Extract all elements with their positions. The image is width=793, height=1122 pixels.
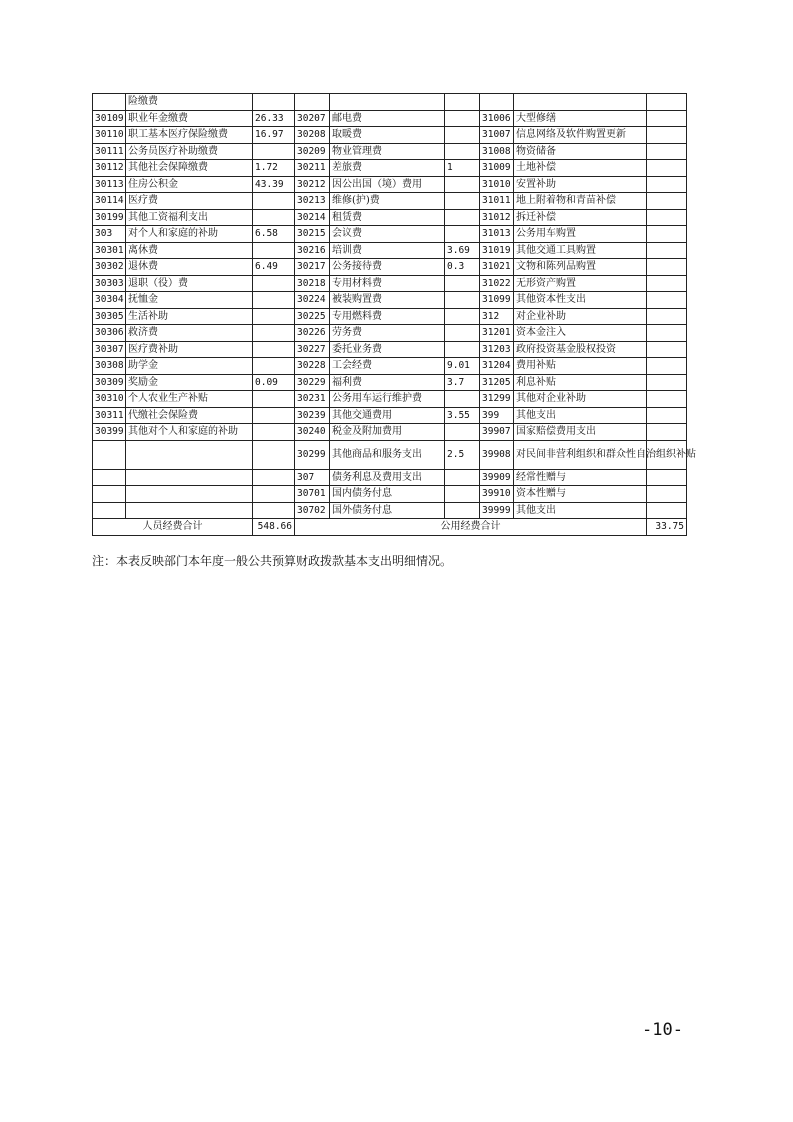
cell-amount-2 — [445, 292, 480, 309]
budget-detail-table — [92, 93, 696, 536]
cell-amount-1 — [253, 242, 295, 259]
cell-code-2: 30702 — [295, 502, 330, 519]
table-row — [93, 242, 687, 259]
cell-amount-3 — [647, 292, 687, 309]
cell-name-2: 会议费 — [330, 226, 445, 243]
cell-name-3: 经常性赠与 — [514, 469, 647, 486]
cell-amount-2 — [445, 391, 480, 408]
cell-code-1: 30301 — [93, 242, 126, 259]
cell-code-3: 399 — [480, 407, 514, 424]
cell-name-1 — [126, 486, 253, 503]
cell-code-1: 30114 — [93, 193, 126, 210]
cell-name-1 — [126, 469, 253, 486]
table-row — [93, 486, 687, 503]
cell-name-1 — [126, 440, 253, 469]
cell-amount-2 — [445, 486, 480, 503]
cell-code-2: 30701 — [295, 486, 330, 503]
cell-name-2: 税金及附加费用 — [330, 424, 445, 441]
cell-name-3: 其他交通工具购置 — [514, 242, 647, 259]
cell-amount-3 — [647, 143, 687, 160]
table-row — [93, 193, 687, 210]
cell-code-2: 30226 — [295, 325, 330, 342]
cell-name-1: 个人农业生产补贴 — [126, 391, 253, 408]
cell-code-3: 31010 — [480, 176, 514, 193]
cell-amount-2 — [445, 502, 480, 519]
cell-code-3: 31007 — [480, 127, 514, 144]
cell-code-2: 30216 — [295, 242, 330, 259]
cell-name-2: 劳务费 — [330, 325, 445, 342]
table-row — [93, 469, 687, 486]
cell-amount-3 — [647, 94, 687, 111]
cell-name-3 — [514, 94, 647, 111]
cell-code-3: 31299 — [480, 391, 514, 408]
cell-name-2: 专用燃料费 — [330, 308, 445, 325]
cell-amount-1 — [253, 407, 295, 424]
cell-code-1: 30307 — [93, 341, 126, 358]
cell-code-3: 31008 — [480, 143, 514, 160]
cell-name-3: 利息补贴 — [514, 374, 647, 391]
table-row — [93, 94, 687, 111]
cell-code-2: 30299 — [295, 440, 330, 469]
cell-amount-2 — [445, 325, 480, 342]
cell-amount-3 — [647, 193, 687, 210]
cell-code-1: 30113 — [93, 176, 126, 193]
cell-name-1: 医疗费 — [126, 193, 253, 210]
cell-name-1: 救济费 — [126, 325, 253, 342]
table-row — [93, 259, 687, 276]
cell-name-1: 医疗费补助 — [126, 341, 253, 358]
cell-code-2: 30213 — [295, 193, 330, 210]
cell-amount-3 — [647, 242, 687, 259]
cell-amount-1 — [253, 502, 295, 519]
cell-code-2: 30227 — [295, 341, 330, 358]
cell-name-3: 文物和陈列品购置 — [514, 259, 647, 276]
table-row — [93, 407, 687, 424]
cell-name-2: 债务利息及费用支出 — [330, 469, 445, 486]
personnel-total-label: 人员经费合计 — [93, 519, 253, 536]
cell-amount-2: 1 — [445, 160, 480, 177]
table-row — [93, 143, 687, 160]
cell-amount-2 — [445, 275, 480, 292]
cell-code-3: 31205 — [480, 374, 514, 391]
cell-name-1: 职业年金缴费 — [126, 110, 253, 127]
cell-amount-1 — [253, 469, 295, 486]
cell-amount-1: 43.39 — [253, 176, 295, 193]
cell-amount-1: 6.58 — [253, 226, 295, 243]
cell-amount-3 — [647, 209, 687, 226]
cell-amount-1 — [253, 486, 295, 503]
cell-amount-2: 3.7 — [445, 374, 480, 391]
cell-amount-1 — [253, 325, 295, 342]
cell-code-1: 30305 — [93, 308, 126, 325]
cell-amount-3 — [647, 391, 687, 408]
totals-row — [93, 519, 687, 536]
cell-name-2: 被装购置费 — [330, 292, 445, 309]
cell-code-2: 30207 — [295, 110, 330, 127]
cell-name-1: 住房公积金 — [126, 176, 253, 193]
cell-amount-3 — [647, 325, 687, 342]
cell-code-3: 31201 — [480, 325, 514, 342]
cell-code-1: 30310 — [93, 391, 126, 408]
cell-name-2 — [330, 94, 445, 111]
cell-name-1: 离休费 — [126, 242, 253, 259]
cell-amount-2 — [445, 469, 480, 486]
cell-code-3: 31099 — [480, 292, 514, 309]
public-total-value: 33.75 — [647, 519, 687, 536]
cell-name-2: 专用材料费 — [330, 275, 445, 292]
cell-amount-3 — [647, 226, 687, 243]
cell-code-2: 30228 — [295, 358, 330, 375]
table-row — [93, 374, 687, 391]
cell-name-1: 其他对个人和家庭的补助 — [126, 424, 253, 441]
cell-amount-3 — [647, 127, 687, 144]
public-total-label: 公用经费合计 — [295, 519, 647, 536]
table-row — [93, 110, 687, 127]
cell-code-3: 312 — [480, 308, 514, 325]
cell-code-3: 39910 — [480, 486, 514, 503]
table-body — [93, 94, 696, 519]
cell-name-2: 物业管理费 — [330, 143, 445, 160]
cell-name-1 — [126, 502, 253, 519]
page-number: -10- — [642, 1020, 683, 1040]
cell-name-3: 国家赔偿费用支出 — [514, 424, 647, 441]
cell-amount-1 — [253, 424, 295, 441]
cell-amount-2 — [445, 94, 480, 111]
cell-code-1: 30304 — [93, 292, 126, 309]
table-row — [93, 391, 687, 408]
cell-name-3: 其他对企业补助 — [514, 391, 647, 408]
cell-code-3: 31204 — [480, 358, 514, 375]
cell-code-2: 30224 — [295, 292, 330, 309]
cell-code-1: 30309 — [93, 374, 126, 391]
cell-code-3: 31203 — [480, 341, 514, 358]
cell-code-2: 30211 — [295, 160, 330, 177]
table-note: 注：本表反映部门本年度一般公共预算财政拨款基本支出明细情况。 — [92, 554, 453, 568]
cell-code-1: 30399 — [93, 424, 126, 441]
cell-code-1: 30112 — [93, 160, 126, 177]
cell-amount-1 — [253, 341, 295, 358]
table-row — [93, 275, 687, 292]
cell-code-3: 31012 — [480, 209, 514, 226]
cell-code-1: 303 — [93, 226, 126, 243]
cell-code-2 — [295, 94, 330, 111]
cell-code-1 — [93, 440, 126, 469]
cell-amount-2: 9.01 — [445, 358, 480, 375]
cell-amount-1: 6.49 — [253, 259, 295, 276]
cell-name-3: 公务用车购置 — [514, 226, 647, 243]
cell-amount-2: 3.55 — [445, 407, 480, 424]
cell-name-1: 抚恤金 — [126, 292, 253, 309]
table-row — [93, 440, 687, 469]
cell-amount-2 — [445, 226, 480, 243]
cell-code-1: 30199 — [93, 209, 126, 226]
cell-name-2: 国外债务付息 — [330, 502, 445, 519]
cell-amount-3 — [647, 308, 687, 325]
table-row — [93, 127, 687, 144]
table-row — [93, 502, 687, 519]
cell-code-1 — [93, 486, 126, 503]
cell-name-3: 安置补助 — [514, 176, 647, 193]
cell-name-1: 代缴社会保险费 — [126, 407, 253, 424]
cell-code-3: 39907 — [480, 424, 514, 441]
cell-code-2: 30208 — [295, 127, 330, 144]
cell-amount-1 — [253, 209, 295, 226]
cell-name-2: 维修(护)费 — [330, 193, 445, 210]
cell-code-3: 31022 — [480, 275, 514, 292]
cell-amount-3 — [647, 469, 687, 486]
cell-name-1: 公务员医疗补助缴费 — [126, 143, 253, 160]
cell-name-2: 因公出国（境）费用 — [330, 176, 445, 193]
table-row — [93, 226, 687, 243]
table-row — [93, 308, 687, 325]
personnel-total-value: 548.66 — [253, 519, 295, 536]
cell-amount-1 — [253, 308, 295, 325]
cell-amount-3 — [647, 374, 687, 391]
cell-name-3: 政府投资基金股权投资 — [514, 341, 647, 358]
cell-name-1: 助学金 — [126, 358, 253, 375]
cell-code-1: 30302 — [93, 259, 126, 276]
cell-amount-2: 0.3 — [445, 259, 480, 276]
cell-code-1: 30311 — [93, 407, 126, 424]
cell-code-2: 30231 — [295, 391, 330, 408]
cell-amount-1 — [253, 391, 295, 408]
cell-name-2: 取暖费 — [330, 127, 445, 144]
cell-name-2: 其他交通费用 — [330, 407, 445, 424]
cell-amount-2 — [445, 424, 480, 441]
cell-name-3: 无形资产购置 — [514, 275, 647, 292]
cell-amount-2 — [445, 143, 480, 160]
cell-name-3: 对民间非营利组织和群众性自治组织补贴 — [514, 440, 647, 469]
cell-code-2: 30209 — [295, 143, 330, 160]
cell-name-3: 资本金注入 — [514, 325, 647, 342]
cell-name-2: 福利费 — [330, 374, 445, 391]
cell-name-1: 对个人和家庭的补助 — [126, 226, 253, 243]
cell-code-3: 31019 — [480, 242, 514, 259]
cell-name-1: 生活补助 — [126, 308, 253, 325]
cell-name-3: 其他支出 — [514, 407, 647, 424]
cell-code-2: 30240 — [295, 424, 330, 441]
cell-code-1: 30306 — [93, 325, 126, 342]
cell-amount-2 — [445, 176, 480, 193]
cell-name-3: 拆迁补偿 — [514, 209, 647, 226]
cell-amount-2: 3.69 — [445, 242, 480, 259]
cell-amount-1 — [253, 440, 295, 469]
cell-code-1: 30111 — [93, 143, 126, 160]
cell-code-2: 30217 — [295, 259, 330, 276]
cell-code-2: 30212 — [295, 176, 330, 193]
cell-amount-3 — [647, 275, 687, 292]
cell-amount-2 — [445, 127, 480, 144]
cell-amount-3 — [647, 259, 687, 276]
cell-code-1: 30308 — [93, 358, 126, 375]
cell-name-2: 邮电费 — [330, 110, 445, 127]
cell-amount-2 — [445, 341, 480, 358]
cell-code-3: 31006 — [480, 110, 514, 127]
cell-code-3 — [480, 94, 514, 111]
cell-code-1: 30303 — [93, 275, 126, 292]
cell-amount-1 — [253, 94, 295, 111]
cell-code-2: 307 — [295, 469, 330, 486]
cell-amount-1 — [253, 358, 295, 375]
cell-code-3: 31013 — [480, 226, 514, 243]
cell-amount-3 — [647, 502, 687, 519]
cell-code-1: 30110 — [93, 127, 126, 144]
cell-name-3: 土地补偿 — [514, 160, 647, 177]
cell-amount-3 — [647, 160, 687, 177]
table-row — [93, 176, 687, 193]
cell-name-1: 其他工资福利支出 — [126, 209, 253, 226]
cell-code-2: 30225 — [295, 308, 330, 325]
cell-name-1: 退职（役）费 — [126, 275, 253, 292]
cell-amount-3 — [647, 358, 687, 375]
cell-amount-1 — [253, 275, 295, 292]
cell-amount-2 — [445, 209, 480, 226]
cell-amount-3 — [647, 341, 687, 358]
table-row — [93, 292, 687, 309]
cell-code-1 — [93, 94, 126, 111]
cell-name-1: 其他社会保障缴费 — [126, 160, 253, 177]
cell-code-2: 30218 — [295, 275, 330, 292]
cell-name-2: 租赁费 — [330, 209, 445, 226]
cell-code-3: 39999 — [480, 502, 514, 519]
cell-amount-1 — [253, 143, 295, 160]
cell-amount-2 — [445, 308, 480, 325]
cell-code-3: 31011 — [480, 193, 514, 210]
cell-code-1: 30109 — [93, 110, 126, 127]
cell-name-3: 信息网络及软件购置更新 — [514, 127, 647, 144]
cell-amount-1 — [253, 292, 295, 309]
cell-amount-3 — [647, 110, 687, 127]
cell-name-3: 资本性赠与 — [514, 486, 647, 503]
cell-name-3: 其他资本性支出 — [514, 292, 647, 309]
cell-name-1: 险缴费 — [126, 94, 253, 111]
cell-name-1: 奖励金 — [126, 374, 253, 391]
cell-amount-1: 0.09 — [253, 374, 295, 391]
cell-code-3: 39909 — [480, 469, 514, 486]
cell-amount-2 — [445, 110, 480, 127]
cell-amount-3 — [647, 407, 687, 424]
cell-code-2: 30215 — [295, 226, 330, 243]
cell-code-3: 31021 — [480, 259, 514, 276]
cell-name-2: 差旅费 — [330, 160, 445, 177]
cell-code-2: 30239 — [295, 407, 330, 424]
table-row — [93, 341, 687, 358]
cell-name-2: 公务接待费 — [330, 259, 445, 276]
table-row — [93, 358, 687, 375]
cell-code-3: 39908 — [480, 440, 514, 469]
cell-amount-3 — [647, 486, 687, 503]
cell-amount-2: 2.5 — [445, 440, 480, 469]
cell-name-2: 培训费 — [330, 242, 445, 259]
cell-amount-2 — [445, 193, 480, 210]
cell-name-1: 退休费 — [126, 259, 253, 276]
cell-code-3: 31009 — [480, 160, 514, 177]
cell-name-2: 委托业务费 — [330, 341, 445, 358]
cell-amount-1: 1.72 — [253, 160, 295, 177]
cell-name-1: 职工基本医疗保险缴费 — [126, 127, 253, 144]
cell-name-3: 地上附着物和青苗补偿 — [514, 193, 647, 210]
cell-amount-3 — [647, 176, 687, 193]
cell-amount-3 — [647, 424, 687, 441]
cell-code-2: 30229 — [295, 374, 330, 391]
table-row — [93, 325, 687, 342]
cell-name-2: 工会经费 — [330, 358, 445, 375]
cell-amount-1: 16.97 — [253, 127, 295, 144]
table-row — [93, 209, 687, 226]
cell-amount-1 — [253, 193, 295, 210]
cell-name-3: 对企业补助 — [514, 308, 647, 325]
cell-name-3: 物资储备 — [514, 143, 647, 160]
cell-name-3: 其他支出 — [514, 502, 647, 519]
cell-name-3: 大型修缮 — [514, 110, 647, 127]
cell-name-3: 费用补贴 — [514, 358, 647, 375]
table-row — [93, 160, 687, 177]
cell-code-2: 30214 — [295, 209, 330, 226]
cell-code-1 — [93, 502, 126, 519]
table-row — [93, 424, 687, 441]
cell-name-2: 其他商品和服务支出 — [330, 440, 445, 469]
cell-code-1 — [93, 469, 126, 486]
cell-name-2: 公务用车运行维护费 — [330, 391, 445, 408]
cell-amount-1: 26.33 — [253, 110, 295, 127]
cell-name-2: 国内债务付息 — [330, 486, 445, 503]
